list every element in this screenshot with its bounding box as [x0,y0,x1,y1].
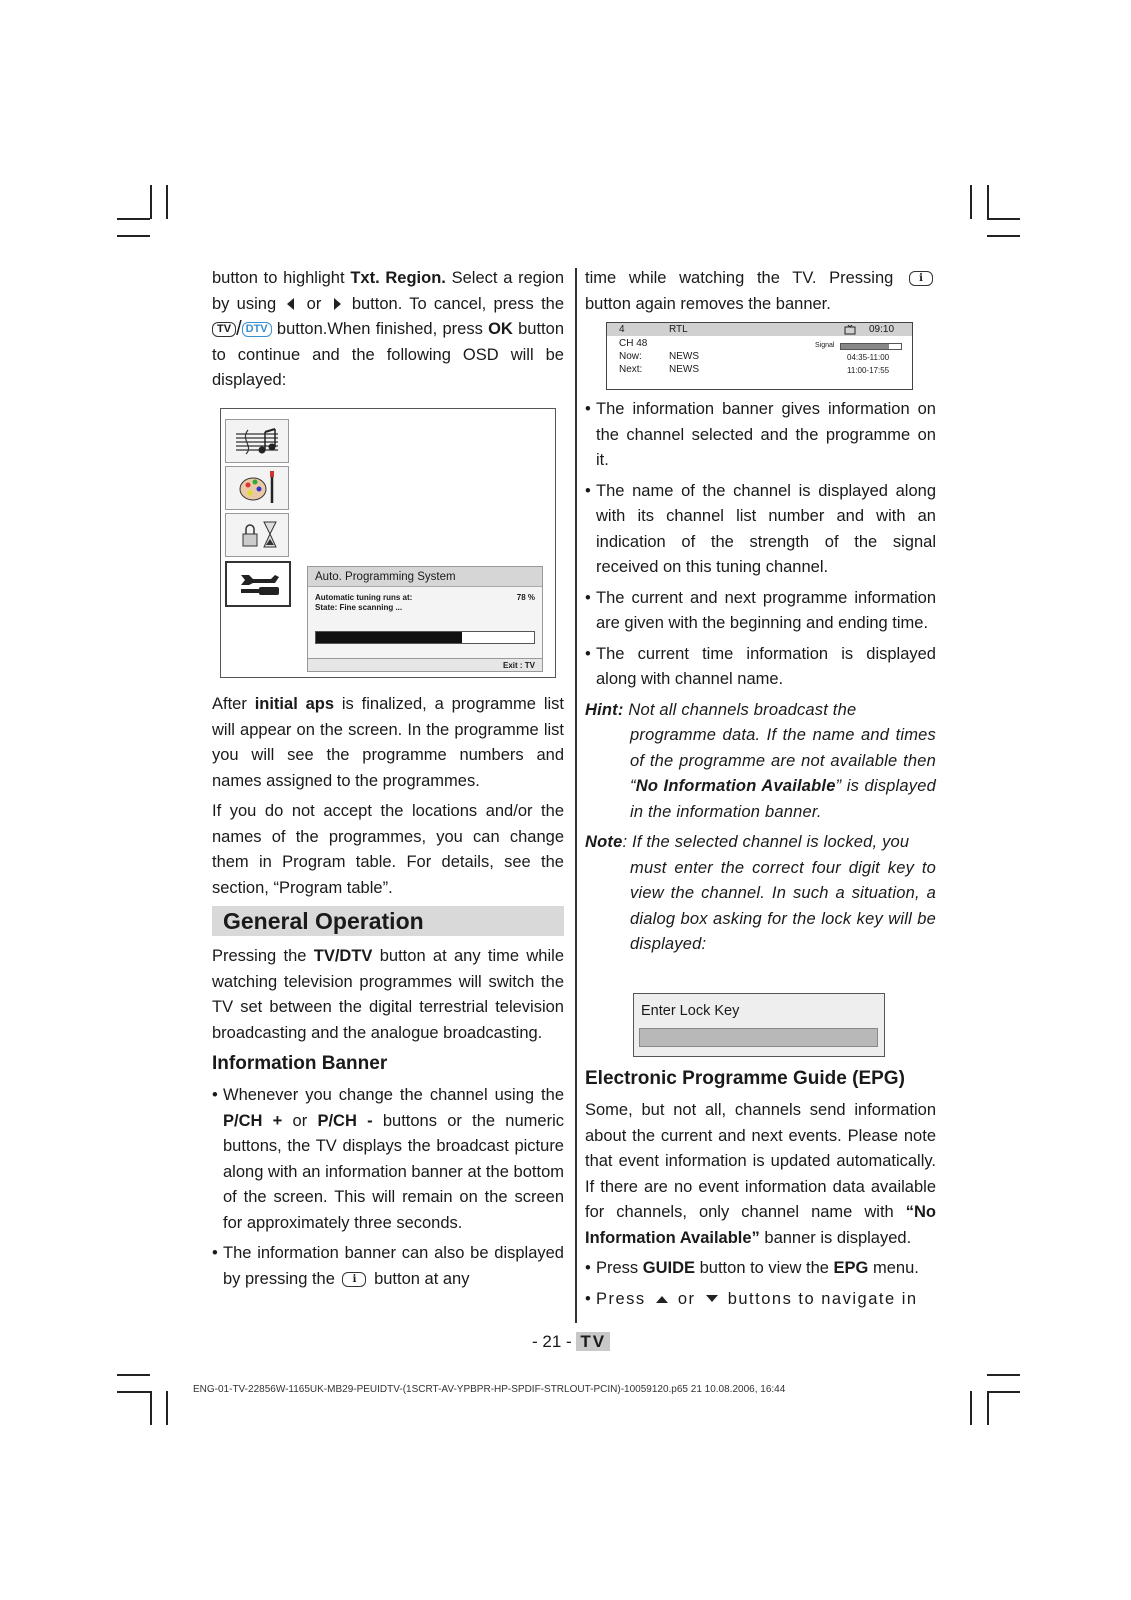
print-footer: ENG-01-TV-22856W-1165UK-MB29-PEUIDTV-(1SCRT-AV-YPBPR-HP-SPDIF-STRLOUT-PCIN)-10059120.p65 21 10.08.2006, 16:44 [193,1384,786,1395]
right-column-middle [585,397,936,963]
epg-title: Electronic Programme Guide (EPG) [585,1068,905,1089]
bold-text: P/CH - [317,1111,373,1130]
column-divider [575,268,577,1323]
tuning-progress-bar [315,631,535,644]
bullet-item [212,1083,564,1236]
text: Press [596,1289,652,1308]
text: button again removes the banner. [585,294,831,313]
right-column-bottom [585,1064,936,1317]
bullet-item [585,1256,936,1282]
text: After [212,695,255,713]
note-body: must enter the correct four digit key to view the channel. In such a situation, a dialog box asking for the lock key will be displayed: [630,858,936,953]
text: Press [596,1259,643,1277]
text: button to highlight [212,269,351,287]
bold-text: OK [488,320,513,339]
text: button at any time while watching television programmes will switch the TV set between the digital terrestrial television broadcasting and the analogue broadcasting. [212,947,564,1042]
lock-key-label: Enter Lock Key [641,1003,740,1019]
crop-mark [166,185,168,219]
accept-paragraph: If you do not accept the locations and/or the names of the programmes, you can change them in Program table. For details, see the section, “Program table”. [212,802,564,897]
down-arrow-icon [706,1295,718,1303]
next-title: NEWS [669,364,699,375]
text: The information banner can also be displayed by pressing the [223,1244,564,1288]
crop-mark [970,185,972,219]
info-button-icon: i [342,1272,366,1287]
osd-panel [307,566,543,672]
crop-mark [970,1391,972,1425]
crop-mark [987,1374,1020,1376]
crop-mark [117,1391,150,1393]
current-time: 09:10 [869,324,895,335]
crop-mark [117,218,150,220]
signal-fill [841,344,889,349]
text: programme data. If the name and times of the programme are not available then “ [630,726,936,795]
tools-icon [225,561,291,607]
text: buttons or the numeric buttons, the TV displays the broadcast picture along with an information banner at the bottom of the screen. This will remain on the screen for approximately three seconds. [223,1111,564,1232]
bullet-item: • The information banner gives information on the channel selected and the programme on it. [585,397,936,474]
text: or [671,1289,702,1308]
bold-text: EPG [833,1259,869,1277]
page-number-text: - 21 - [532,1332,572,1351]
osd-title: Auto. Programming System [308,567,542,587]
text: buttons to navigate in [721,1289,918,1308]
text: button to view the [695,1259,834,1277]
page-number [532,1331,610,1353]
info-banner-title: Information Banner [212,1053,388,1074]
now-label: Now: [619,351,642,362]
text: time while watching the TV. Pressing [585,269,906,287]
bullet-item [212,1241,564,1292]
tuning-state: State: Fine scanning ... [315,603,403,612]
lock-hourglass-icon [225,513,289,557]
note-label: Note [585,833,623,851]
bold-text: GUIDE [642,1259,696,1277]
crop-mark [166,1391,168,1425]
signal-bar [840,343,902,350]
info-banner [606,322,913,390]
epg-paragraph [585,1098,936,1251]
right-column-top [585,266,936,322]
channel-ch: CH 48 [619,338,648,349]
channel-name: RTL [669,324,688,335]
bullet-item: • The current time information is displayed along with channel name. [585,642,936,693]
left-arrow-icon [287,298,295,310]
text: Select a region by using [212,269,565,313]
hint-body [585,723,936,825]
note-paragraph [585,830,936,958]
crop-mark [987,218,1020,220]
bold-text: P/CH + [223,1111,283,1130]
crop-mark [150,1391,152,1425]
tv-button-icon: TV [212,322,236,337]
tv-icon [844,325,856,335]
bold-text: “No Information Available” [585,1203,936,1247]
continued-paragraph [585,266,936,317]
text: Not all channels broadcast the [623,700,857,719]
up-arrow-icon [656,1295,668,1303]
text: menu. [868,1259,919,1277]
banner-header [607,323,912,336]
right-arrow-icon [333,298,341,310]
crop-mark [117,1374,150,1376]
crop-mark [150,185,152,219]
bullet-item: • The current and next programme information are given with the beginning and ending time. [585,586,936,637]
osd-exit-hint: Exit : TV [308,658,542,671]
text: ” is displayed in the information banner. [630,777,936,821]
bold-text: Txt. Region. [350,269,446,287]
text: : If the selected channel is locked, you [622,833,910,851]
text: Whenever you change the channel using the [223,1086,564,1104]
left-column-bottom [212,692,564,1297]
text: or [282,1111,318,1130]
next-label: Next: [619,364,643,375]
bold-text: initial aps [254,695,335,713]
crop-mark [987,1391,1020,1393]
now-title: NEWS [669,351,699,362]
tuning-percent: 78 % [516,593,535,602]
crop-mark [987,185,989,219]
left-column-top [212,266,564,399]
channel-number: 4 [619,324,625,335]
text: or [299,294,329,313]
section-title: General Operation [212,906,564,936]
tuning-label: Automatic tuning runs at: [315,593,413,602]
signal-label: Signal [815,342,835,349]
pressing-paragraph [212,944,564,1046]
next-time: 11:00-17:55 [847,366,890,375]
intro-paragraph [212,266,564,394]
text: button to continue and the following OSD will be displayed: [212,320,564,390]
now-time: 04:35-11:00 [847,353,890,362]
hint-label: Hint: [585,700,624,719]
text: Some, but not all, channels send information about the current and next events. Please note that event information is updated automatically. If there are no event information data available for channels, only channel name with [585,1101,936,1221]
text: banner is displayed. [759,1228,912,1247]
crop-mark [987,1391,989,1425]
tuning-progress-fill [316,632,462,643]
crop-mark [117,235,150,237]
bold-text: No Information Available [635,777,836,795]
lock-key-input [639,1028,878,1047]
text: button at any [369,1269,470,1288]
text: button. To cancel, press the [344,294,565,313]
text: Pressing the [212,947,314,965]
osd-auto-programming [220,408,556,678]
crop-mark [987,235,1020,237]
page-tag: TV [576,1332,610,1351]
after-paragraph [212,692,564,794]
lock-key-dialog [633,993,885,1057]
slash-icon: / [236,318,242,340]
bullet-item [585,1287,936,1313]
info-button-icon: i [909,271,933,286]
text: is finalized, a programme list will appear on the screen. In the programme list you will see the programme numbers and names assigned to the programmes. [212,695,564,790]
palette-icon [225,466,289,510]
dtv-button-icon: DTV [242,322,272,337]
music-icon [225,419,289,463]
hint-paragraph [585,698,936,826]
text: button.When finished, press [271,320,489,339]
bold-text: TV/DTV [313,947,373,965]
bullet-item: • The name of the channel is displayed along with its channel list number and with an indication of the strength of the signal received on this tuning channel. [585,479,936,581]
